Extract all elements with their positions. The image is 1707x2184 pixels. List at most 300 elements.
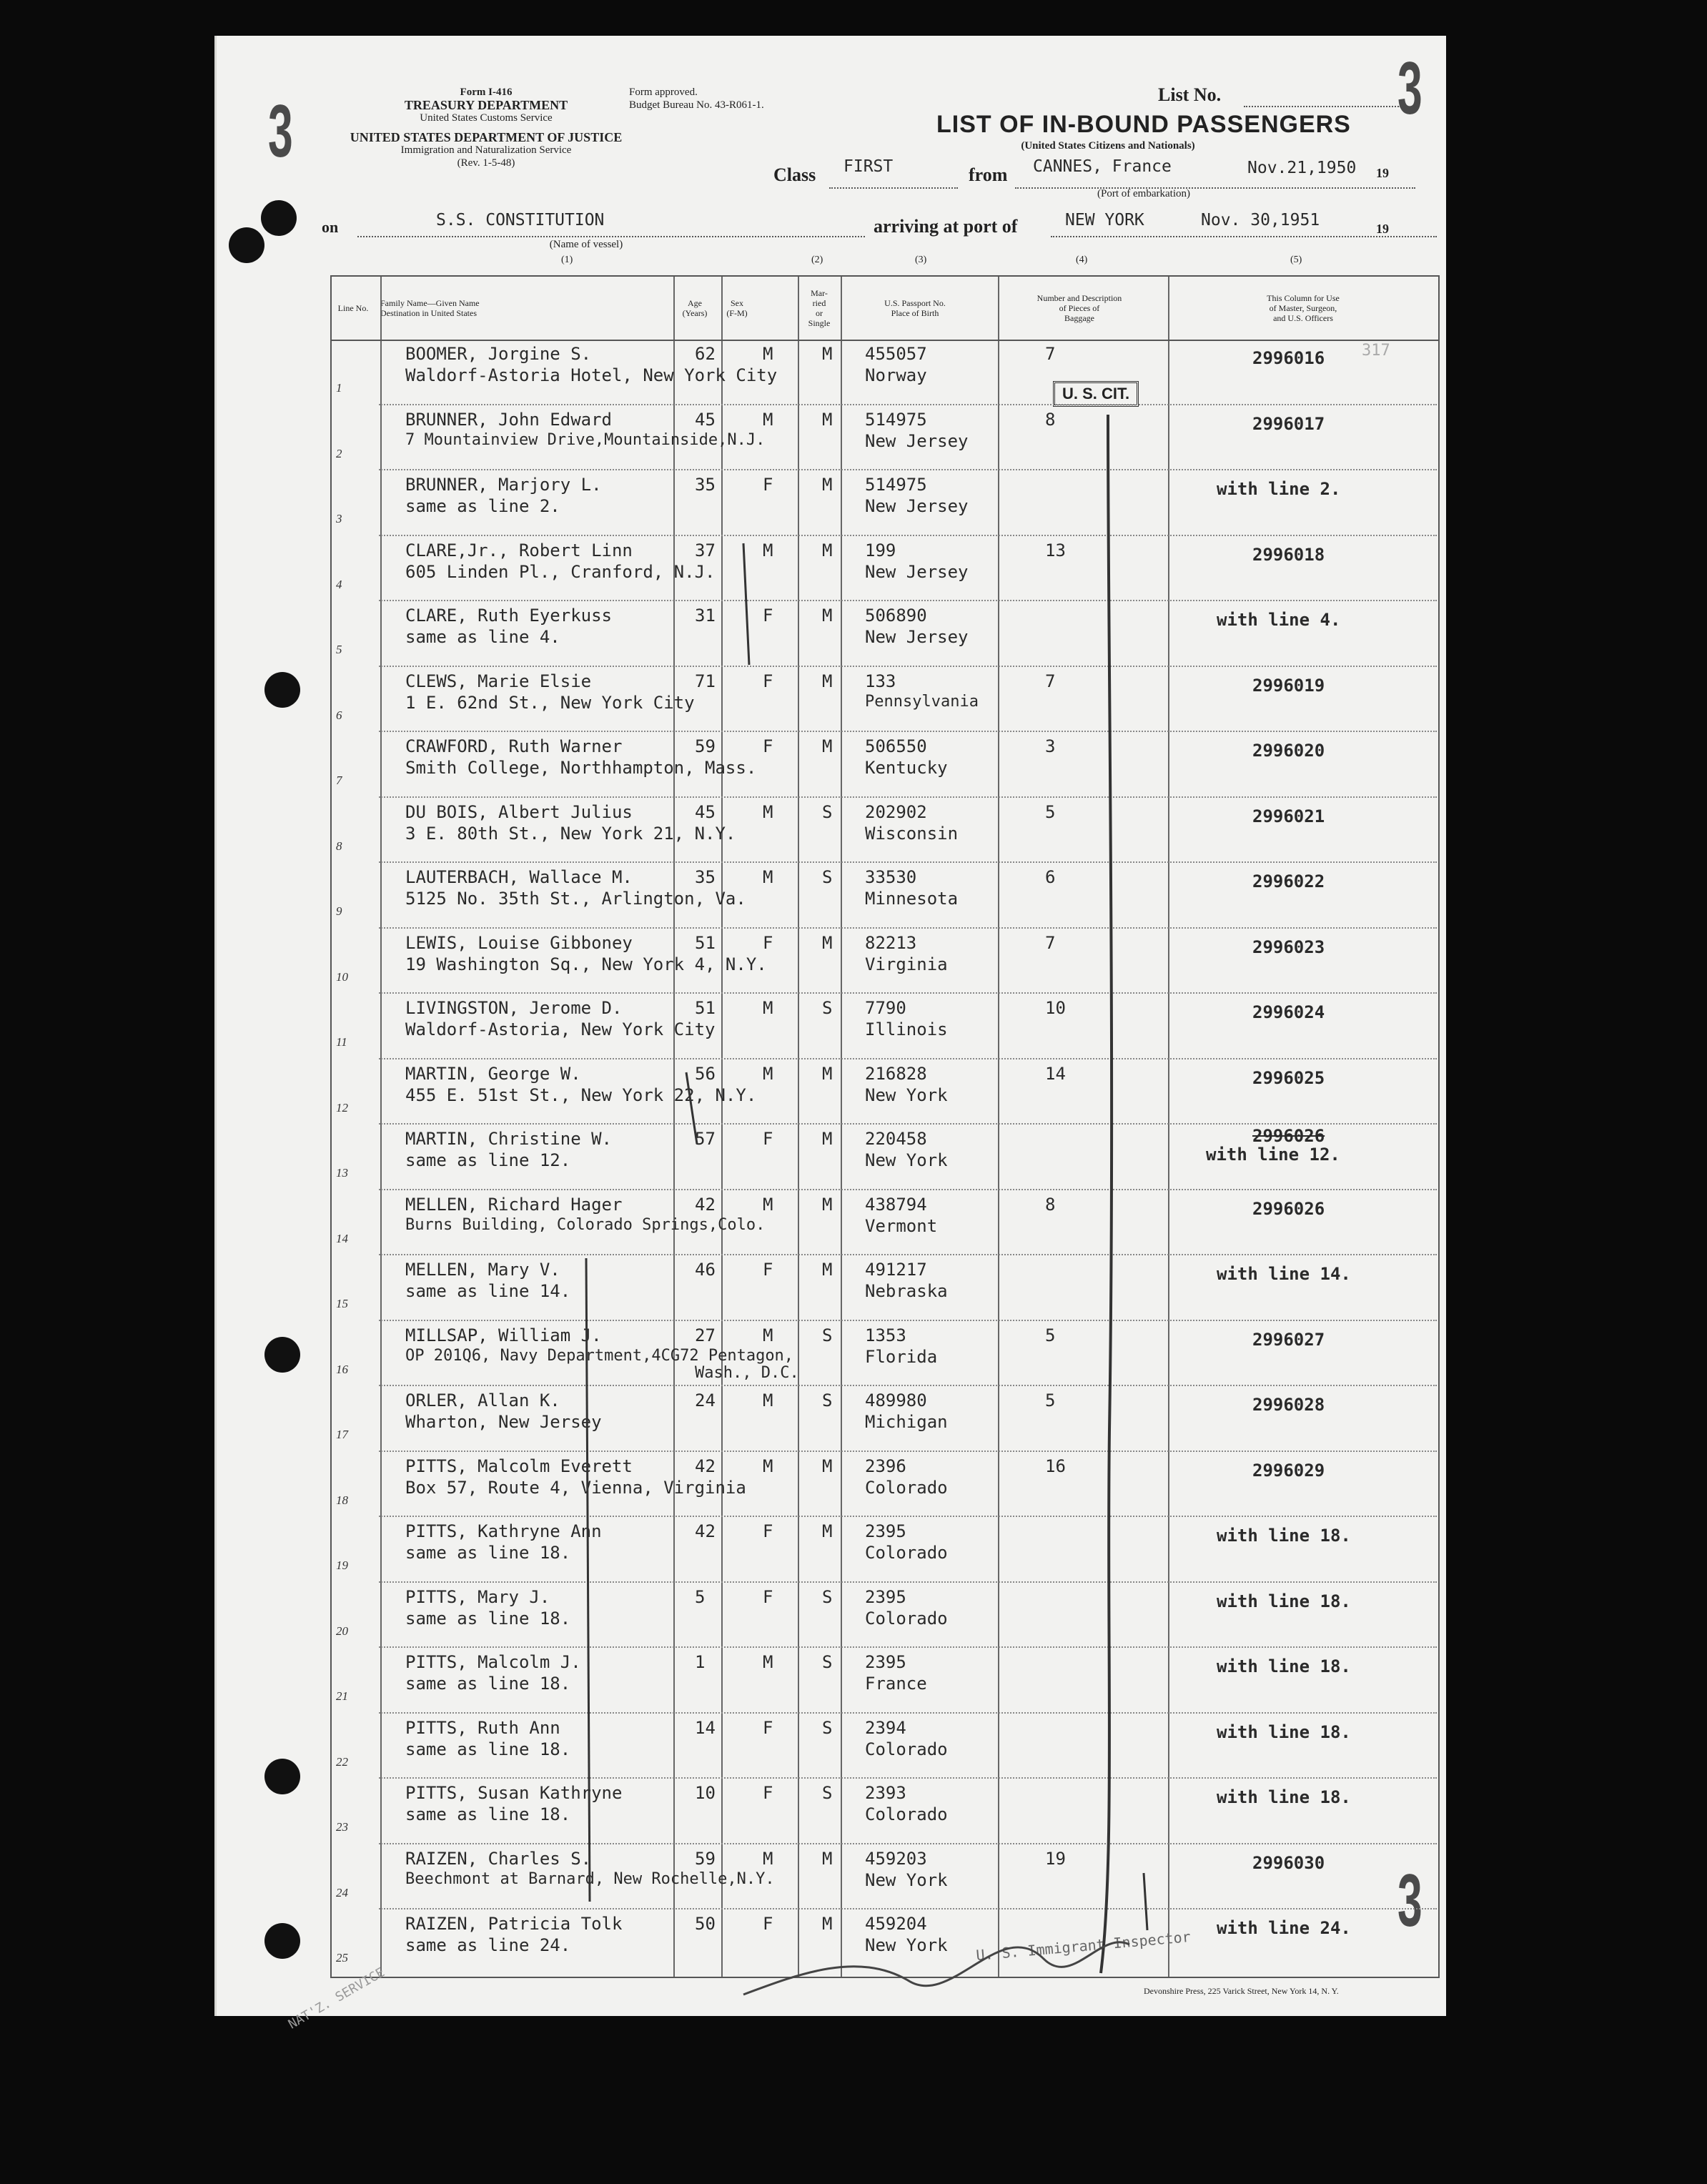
officer-number: 2996030 xyxy=(1252,1852,1325,1873)
destination-cont: Wash., D.C. xyxy=(695,1363,799,1382)
inspector-caption: U. S. Immigrant Inspector xyxy=(975,1927,1192,1965)
punch-hole xyxy=(264,672,300,708)
sex: F xyxy=(763,671,773,691)
class-field xyxy=(829,187,958,189)
passenger-name: RAIZEN, Charles S. xyxy=(405,1848,592,1869)
passenger-name: ORLER, Allan K. xyxy=(405,1390,560,1410)
destination: 5125 No. 35th St., Arlington, Va. xyxy=(405,889,746,909)
column-rule xyxy=(841,277,842,1977)
sex: M xyxy=(763,998,773,1018)
passport-number: 202902 xyxy=(865,801,927,822)
sex: F xyxy=(763,736,773,756)
line-number: 4 xyxy=(336,577,342,591)
sex: F xyxy=(763,1717,773,1738)
sex: F xyxy=(763,475,773,495)
marital-status: S xyxy=(822,998,833,1018)
age: 10 xyxy=(695,1783,716,1803)
passenger-name: CLARE, Ruth Eyerkuss xyxy=(405,606,612,626)
baggage-count: 5 xyxy=(1045,801,1056,822)
on-label: on xyxy=(322,218,339,236)
passport-number: 455057 xyxy=(865,344,927,364)
age: 62 xyxy=(695,344,716,364)
marital-status: M xyxy=(822,475,833,495)
baggage-count: 5 xyxy=(1045,1325,1056,1345)
revision-label: (Rev. 1-5-48) xyxy=(457,157,515,169)
row-rule xyxy=(379,1843,1437,1844)
sex: M xyxy=(763,1652,773,1672)
passenger-name: PITTS, Malcolm J. xyxy=(405,1652,581,1672)
place-of-birth: Colorado xyxy=(865,1477,948,1498)
row-rule xyxy=(379,1451,1437,1452)
marital-status: S xyxy=(822,1783,833,1803)
row-rule xyxy=(379,731,1437,732)
marital-status: M xyxy=(822,1456,833,1476)
passport-number: 82213 xyxy=(865,932,917,953)
place-of-birth: New York xyxy=(865,1150,948,1170)
place-of-birth: Illinois xyxy=(865,1019,948,1039)
place-of-birth: Minnesota xyxy=(865,889,959,909)
punch-hole xyxy=(229,227,264,263)
passport-number: 514975 xyxy=(865,409,927,430)
passenger-name: PITTS, Susan Kathryne xyxy=(405,1783,623,1803)
passport-number: 220458 xyxy=(865,1129,927,1149)
line-number: 6 xyxy=(336,708,342,722)
col-header-baggage: Number and Description of Pieces of Baggage xyxy=(1036,293,1122,323)
passenger-name: BRUNNER, Marjory L. xyxy=(405,475,602,495)
punch-hole xyxy=(261,200,297,236)
line-number: 5 xyxy=(336,643,342,656)
row-rule xyxy=(379,1908,1437,1909)
form-subtitle: (United States Citizens and Nationals) xyxy=(1021,140,1195,152)
officer-note: with line 18. xyxy=(1217,1526,1351,1546)
passenger-name: PITTS, Malcolm Everett xyxy=(405,1456,633,1476)
line-number: 21 xyxy=(336,1689,348,1703)
officer-number: 2996018 xyxy=(1252,544,1325,565)
officer-number: 2996022 xyxy=(1252,871,1325,891)
row-rule xyxy=(379,1189,1437,1190)
from-label: from xyxy=(969,164,1008,185)
line-number: 3 xyxy=(336,512,342,525)
embarkation-date: Nov.21,1950 xyxy=(1247,159,1357,177)
punch-hole xyxy=(264,1759,300,1794)
row-rule xyxy=(379,796,1437,798)
passport-number: 2395 xyxy=(865,1521,906,1541)
row-rule xyxy=(379,1516,1437,1517)
vessel-name: S.S. CONSTITUTION xyxy=(436,211,605,229)
officer-number: 2996029 xyxy=(1252,1460,1325,1481)
age: 50 xyxy=(695,1914,716,1934)
officer-number: 2996019 xyxy=(1252,675,1325,696)
marital-status: M xyxy=(822,344,833,364)
baggage-count: 7 xyxy=(1045,932,1056,953)
place-of-birth: France xyxy=(865,1674,927,1694)
place-of-birth: Florida xyxy=(865,1346,938,1367)
sex: M xyxy=(763,801,773,822)
treasury-label: TREASURY DEPARTMENT xyxy=(404,98,568,112)
age: 14 xyxy=(695,1717,716,1738)
age: 35 xyxy=(695,475,716,495)
place-of-birth: Pennsylvania xyxy=(865,692,979,711)
passenger-name: MELLEN, Richard Hager xyxy=(405,1194,623,1215)
row-rule xyxy=(379,1385,1437,1386)
marital-status: M xyxy=(822,540,833,560)
passenger-name: MARTIN, George W. xyxy=(405,1063,581,1084)
age: 51 xyxy=(695,998,716,1018)
passport-number: 2393 xyxy=(865,1783,906,1803)
year-suffix: 19 xyxy=(1376,166,1389,180)
marital-status: M xyxy=(822,1914,833,1934)
destination: 7 Mountainview Drive,Mountainside,N.J. xyxy=(405,430,766,449)
place-of-birth: New Jersey xyxy=(865,627,969,647)
us-citizen-stamp: U. S. CIT. xyxy=(1053,381,1139,407)
line-number: 24 xyxy=(336,1885,348,1899)
destination: 605 Linden Pl., Cranford, N.J. xyxy=(405,561,716,582)
line-number: 14 xyxy=(336,1231,348,1245)
row-rule xyxy=(379,992,1437,994)
printer-imprint: Devonshire Press, 225 Varick Street, New York 14, N. Y. xyxy=(1144,1986,1339,1996)
age: 45 xyxy=(695,409,716,430)
destination: Burns Building, Colorado Springs,Colo. xyxy=(405,1215,766,1234)
place-of-birth: New York xyxy=(865,1869,948,1890)
line-number: 20 xyxy=(336,1624,348,1638)
line-number: 23 xyxy=(336,1820,348,1834)
sex: M xyxy=(763,1325,773,1345)
line-number: 10 xyxy=(336,969,348,984)
age: 56 xyxy=(695,1063,716,1084)
age: 59 xyxy=(695,1848,716,1869)
destination: 19 Washington Sq., New York 4, N.Y. xyxy=(405,954,767,974)
column-number: (1) xyxy=(561,255,573,265)
officer-note: with line 18. xyxy=(1217,1787,1351,1807)
officer-number: 2996027 xyxy=(1252,1329,1325,1350)
line-number: 19 xyxy=(336,1558,348,1572)
passport-number: 506550 xyxy=(865,736,927,756)
header-rule xyxy=(332,340,1438,341)
sex: M xyxy=(763,1194,773,1215)
customs-label: United States Customs Service xyxy=(420,112,553,124)
destination: same as line 18. xyxy=(405,1674,571,1694)
age: 42 xyxy=(695,1521,716,1541)
baggage-count: 8 xyxy=(1045,409,1056,430)
marital-status: M xyxy=(822,1521,833,1541)
line-number: 22 xyxy=(336,1754,348,1769)
age: 5 xyxy=(695,1586,706,1607)
passport-number: 1353 xyxy=(865,1325,906,1345)
place-of-birth: Vermont xyxy=(865,1215,938,1236)
destination: Beechmont at Barnard, New Rochelle,N.Y. xyxy=(405,1869,775,1888)
marital-status: S xyxy=(822,1652,833,1672)
age: 37 xyxy=(695,540,716,560)
age: 35 xyxy=(695,867,716,887)
form-number: Form I-416 xyxy=(460,87,513,98)
arriving-label: arriving at port of xyxy=(874,216,1018,237)
marital-status: M xyxy=(822,671,833,691)
col-header-line-no: Line No. xyxy=(337,303,369,313)
destination: Waldorf-Astoria, New York City xyxy=(405,1019,716,1039)
age: 71 xyxy=(695,671,716,691)
passenger-name: DU BOIS, Albert Julius xyxy=(405,801,633,822)
baggage-count: 5 xyxy=(1045,1390,1056,1410)
port-of-embarkation: CANNES, France xyxy=(1033,157,1172,176)
passport-number: 2395 xyxy=(865,1652,906,1672)
row-rule xyxy=(379,1254,1437,1255)
sex: M xyxy=(763,867,773,887)
place-of-birth: Virginia xyxy=(865,954,948,974)
sex: M xyxy=(763,1063,773,1084)
officer-number: 2996021 xyxy=(1252,806,1325,826)
passport-number: 133 xyxy=(865,671,896,691)
baggage-count: 13 xyxy=(1045,540,1066,560)
passport-number: 2394 xyxy=(865,1717,906,1738)
destination: Box 57, Route 4, Vienna, Virginia xyxy=(405,1477,746,1498)
sex: F xyxy=(763,1129,773,1149)
col-header-passport: U.S. Passport No. Place of Birth xyxy=(884,298,946,318)
line-number: 11 xyxy=(336,1035,347,1049)
doj-label: UNITED STATES DEPARTMENT OF JUSTICE xyxy=(350,130,623,144)
class-value: FIRST xyxy=(843,157,894,176)
passport-number: 2395 xyxy=(865,1586,906,1607)
destination: same as line 18. xyxy=(405,1608,571,1629)
place-of-birth: New Jersey xyxy=(865,430,969,451)
row-rule xyxy=(379,927,1437,929)
officer-number: 2996020 xyxy=(1252,741,1325,761)
line-number: 7 xyxy=(336,774,342,787)
page-number-stamp: 3 xyxy=(1397,47,1422,130)
column-number: (2) xyxy=(811,255,823,265)
passport-number: 514975 xyxy=(865,475,927,495)
row-rule xyxy=(379,1712,1437,1714)
marital-status: M xyxy=(822,409,833,430)
sex: F xyxy=(763,1586,773,1607)
passenger-name: CRAWFORD, Ruth Warner xyxy=(405,736,623,756)
destination: same as line 18. xyxy=(405,1543,571,1563)
passport-number: 459203 xyxy=(865,1848,927,1869)
line-number: 25 xyxy=(336,1951,348,1965)
destination: same as line 2. xyxy=(405,496,560,516)
place-of-birth: Colorado xyxy=(865,1543,948,1563)
age: 1 xyxy=(695,1652,706,1672)
passenger-name: LAUTERBACH, Wallace M. xyxy=(405,867,633,887)
destination: Waldorf-Astoria Hotel, New York City xyxy=(405,365,778,385)
officer-number: 2996024 xyxy=(1252,1002,1325,1022)
ins-label: Immigration and Naturalization Service xyxy=(400,144,572,156)
baggage-count: 10 xyxy=(1045,998,1066,1018)
passenger-name: PITTS, Ruth Ann xyxy=(405,1717,560,1738)
passport-number: 33530 xyxy=(865,867,917,887)
marital-status: M xyxy=(822,1260,833,1280)
marital-status: S xyxy=(822,867,833,887)
column-rule xyxy=(673,277,675,1977)
officer-note: with line 18. xyxy=(1217,1656,1351,1676)
passport-number: 7790 xyxy=(865,998,906,1018)
sex: M xyxy=(763,1390,773,1410)
passport-number: 506890 xyxy=(865,606,927,626)
sex: M xyxy=(763,1456,773,1476)
destination: same as line 4. xyxy=(405,627,560,647)
officer-note: with line 18. xyxy=(1217,1721,1351,1742)
destination: Wharton, New Jersey xyxy=(405,1412,602,1432)
marital-status: S xyxy=(822,1586,833,1607)
age: 57 xyxy=(695,1129,716,1149)
baggage-count: 3 xyxy=(1045,736,1056,756)
col-header-name: Family Name—Given Name Destination in United States xyxy=(380,298,480,318)
passport-number: 438794 xyxy=(865,1194,927,1215)
place-of-birth: Colorado xyxy=(865,1608,948,1629)
row-rule xyxy=(379,1646,1437,1648)
line-number: 15 xyxy=(336,1297,348,1310)
destination: Smith College, Northhampton, Mass. xyxy=(405,758,757,778)
row-rule xyxy=(379,1058,1437,1059)
sex: M xyxy=(763,540,773,560)
row-rule xyxy=(379,469,1437,470)
vessel-caption: (Name of vessel) xyxy=(549,239,623,250)
vessel-field xyxy=(357,236,865,237)
baggage-count: 7 xyxy=(1045,671,1056,691)
place-of-birth: Norway xyxy=(865,365,927,385)
passenger-name: LEWIS, Louise Gibboney xyxy=(405,932,633,953)
line-number: 18 xyxy=(336,1493,348,1507)
destination: same as line 12. xyxy=(405,1150,571,1170)
sex: M xyxy=(763,344,773,364)
page-number-stamp: 3 xyxy=(1397,1859,1422,1942)
arrival-date: Nov. 30,1951 xyxy=(1201,211,1320,229)
passenger-name: MELLEN, Mary V. xyxy=(405,1260,560,1280)
column-rule xyxy=(1168,277,1169,1977)
officer-number: 2996026 xyxy=(1252,1198,1325,1219)
age: 27 xyxy=(695,1325,716,1345)
age: 59 xyxy=(695,736,716,756)
line-number: 16 xyxy=(336,1362,348,1376)
age: 31 xyxy=(695,606,716,626)
punch-hole xyxy=(264,1923,300,1959)
passenger-name: RAIZEN, Patricia Tolk xyxy=(405,1914,623,1934)
embarkation-caption: (Port of embarkation) xyxy=(1097,188,1190,199)
destination: same as line 24. xyxy=(405,1935,571,1955)
baggage-count: 8 xyxy=(1045,1194,1056,1215)
place-of-birth: New Jersey xyxy=(865,496,969,516)
officer-note: with line 14. xyxy=(1217,1264,1351,1284)
row-rule xyxy=(379,1320,1437,1321)
sex: M xyxy=(763,1848,773,1869)
sex: F xyxy=(763,1783,773,1803)
place-of-birth: Michigan xyxy=(865,1412,948,1432)
place-of-birth: Wisconsin xyxy=(865,823,959,844)
budget-bureau: Budget Bureau No. 43-R061-1. xyxy=(629,99,764,111)
col-header-age: Age (Years) xyxy=(682,298,708,318)
page-number-stamp: 3 xyxy=(268,90,293,173)
row-rule xyxy=(379,1123,1437,1125)
officer-number: 2996025 xyxy=(1252,1067,1325,1088)
column-rule xyxy=(380,277,382,1977)
place-of-birth: Colorado xyxy=(865,1739,948,1759)
age: 42 xyxy=(695,1194,716,1215)
passenger-name: PITTS, Mary J. xyxy=(405,1586,550,1607)
sex: F xyxy=(763,1260,773,1280)
col-header-officers: This Column for Use of Master, Surgeon, and U.S. Officers xyxy=(1267,293,1340,323)
passport-number: 216828 xyxy=(865,1063,927,1084)
col-header-married: Mar- ried or Single xyxy=(808,288,831,328)
list-no-label: List No. xyxy=(1158,84,1222,105)
officer-number: 2996016 xyxy=(1252,348,1325,368)
passenger-name: CLARE,Jr., Robert Linn xyxy=(405,540,633,560)
line-number: 9 xyxy=(336,904,342,918)
row-rule xyxy=(379,1581,1437,1583)
sex: F xyxy=(763,932,773,953)
officer-number: 2996017 xyxy=(1252,413,1325,434)
marital-status: M xyxy=(822,1194,833,1215)
destination: 1 E. 62nd St., New York City xyxy=(405,692,695,713)
marital-status: M xyxy=(822,932,833,953)
line-number: 8 xyxy=(336,839,342,853)
row-rule xyxy=(379,535,1437,536)
baggage-count: 6 xyxy=(1045,867,1056,887)
baggage-count: 16 xyxy=(1045,1456,1066,1476)
line-number: 1 xyxy=(336,381,342,395)
column-number: (5) xyxy=(1290,255,1302,265)
officer-note: with line 18. xyxy=(1217,1591,1351,1611)
row-rule xyxy=(379,600,1437,601)
line-number: 17 xyxy=(336,1428,348,1441)
passport-number: 489980 xyxy=(865,1390,927,1410)
place-of-birth: New Jersey xyxy=(865,561,969,582)
passport-number: 459204 xyxy=(865,1914,927,1934)
line-number: 13 xyxy=(336,1166,348,1180)
column-rule xyxy=(798,277,799,1977)
age: 45 xyxy=(695,801,716,822)
marital-status: S xyxy=(822,1390,833,1410)
punch-hole xyxy=(264,1337,300,1373)
destination: same as line 18. xyxy=(405,1739,571,1759)
sex: F xyxy=(763,1914,773,1934)
passport-number: 491217 xyxy=(865,1260,927,1280)
destination: same as line 18. xyxy=(405,1804,571,1824)
baggage-count: 14 xyxy=(1045,1063,1066,1084)
marital-status: S xyxy=(822,1717,833,1738)
passenger-name: PITTS, Kathryne Ann xyxy=(405,1521,602,1541)
officer-number-struck: 2996026 xyxy=(1252,1126,1325,1146)
place-of-birth: Colorado xyxy=(865,1804,948,1824)
destination: 455 E. 51st St., New York 22, N.Y. xyxy=(405,1084,757,1105)
passenger-name: MARTIN, Christine W. xyxy=(405,1129,612,1149)
officer-note: with line 2. xyxy=(1217,479,1341,499)
column-rule xyxy=(998,277,999,1977)
baggage-count: 19 xyxy=(1045,1848,1066,1869)
officer-number: 2996023 xyxy=(1252,937,1325,957)
baggage-count: 7 xyxy=(1045,344,1056,364)
passenger-name: BRUNNER, John Edward xyxy=(405,409,612,430)
faint-number: 317 xyxy=(1362,342,1390,360)
sex: F xyxy=(763,606,773,626)
age: 51 xyxy=(695,932,716,953)
marital-status: M xyxy=(822,736,833,756)
age: 24 xyxy=(695,1390,716,1410)
destination: OP 201Q6, Navy Department,4CG72 Pentagon, xyxy=(405,1346,794,1365)
marital-status: M xyxy=(822,1063,833,1084)
corner-stamp: NAT'Z. SERVICE xyxy=(285,1965,387,2032)
row-rule xyxy=(379,404,1437,405)
place-of-birth: New York xyxy=(865,1935,948,1955)
row-rule xyxy=(379,666,1437,667)
column-number: (3) xyxy=(915,255,927,265)
row-rule xyxy=(379,861,1437,863)
marital-status: M xyxy=(822,606,833,626)
class-label: Class xyxy=(773,164,816,185)
passenger-name: BOOMER, Jorgine S. xyxy=(405,344,592,364)
destination: same as line 14. xyxy=(405,1281,571,1301)
column-number: (4) xyxy=(1076,255,1088,265)
sex: F xyxy=(763,1521,773,1541)
year-suffix: 19 xyxy=(1376,222,1389,236)
